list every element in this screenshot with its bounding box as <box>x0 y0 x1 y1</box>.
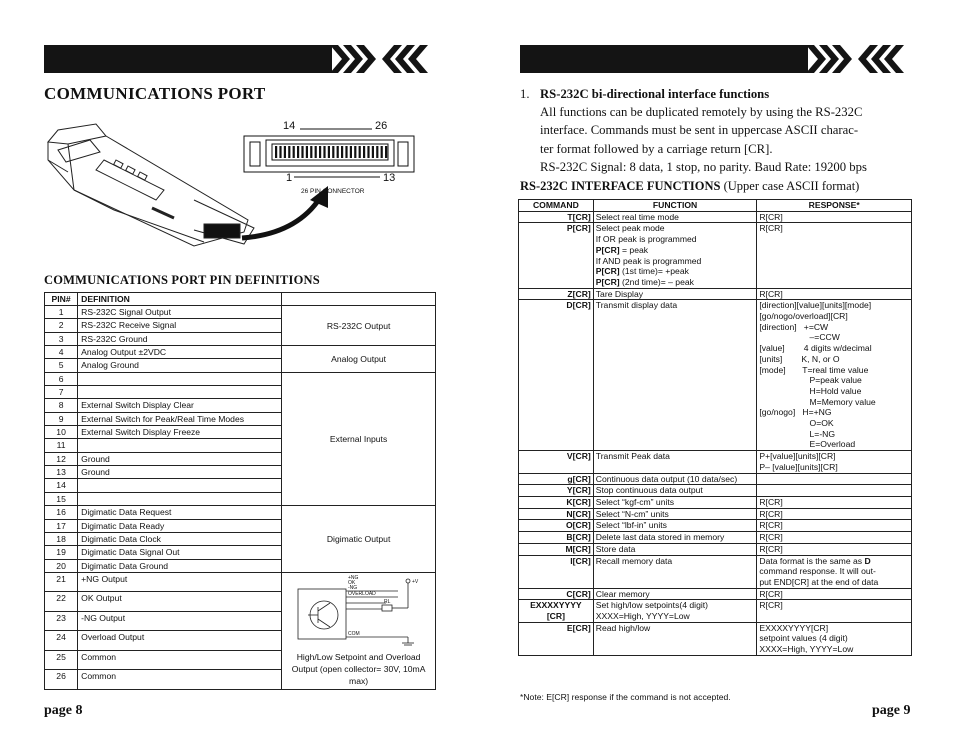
command-cell: I[CR] <box>519 555 594 588</box>
function-cell <box>593 532 757 544</box>
response-line: P– [value][units][CR] <box>759 461 838 472</box>
command-table-title-rest: (Upper case ASCII format) <box>723 179 860 193</box>
pin-definition: External Switch Display Clear <box>78 399 282 412</box>
connector-pin-mark <box>345 146 347 158</box>
connector-pin-mark <box>359 146 361 158</box>
pin-number: 17 <box>45 519 78 532</box>
pin-number: 3 <box>45 332 78 345</box>
response-cell <box>757 496 912 508</box>
table-row <box>519 508 912 520</box>
group-rs232c-output: RS-232C Output <box>282 306 436 346</box>
page-number-right: page 9 <box>872 703 911 718</box>
pin-number: 13 <box>45 466 78 479</box>
response-cell <box>757 223 912 288</box>
pin-number: 16 <box>45 506 78 519</box>
pin-number: 6 <box>45 372 78 385</box>
function-line: Read high/low <box>595 622 651 633</box>
connector-pin-mark <box>376 146 378 158</box>
pin-definition: External Switch for Peak/Real Time Modes <box>78 412 282 425</box>
command-cell: O[CR] <box>519 520 594 532</box>
command-cell: D[CR] <box>519 300 594 451</box>
function-line: Set high/low setpoints(4 digit) <box>595 600 709 611</box>
group-setpoint-output <box>282 572 436 689</box>
table-row <box>519 288 912 300</box>
function-line: P[CR] (1st time)= +peak <box>595 266 689 277</box>
table-row <box>519 496 912 508</box>
function-cell <box>593 508 757 520</box>
pin-definition: External Switch Display Freeze <box>78 426 282 439</box>
table-row <box>519 473 912 485</box>
page-number-left: page 8 <box>44 703 83 718</box>
command-cell: V[CR] <box>519 451 594 473</box>
function-line: Transmit display data <box>595 300 678 311</box>
connector-pin-mark <box>328 146 330 158</box>
table-row <box>519 211 912 223</box>
function-line: Transmit Peak data <box>595 451 670 462</box>
pin-definition: Analog Ground <box>78 359 282 372</box>
pin-number: 5 <box>45 359 78 372</box>
table-row <box>519 600 912 622</box>
function-line: Clear memory <box>595 588 650 599</box>
response-line: R[CR] <box>759 223 783 234</box>
response-line: R[CR] <box>759 288 783 299</box>
item-number: 1. <box>520 87 530 101</box>
response-line: L=-NG <box>759 428 836 439</box>
pin-number: 9 <box>45 412 78 425</box>
connector-pin-mark <box>301 146 303 158</box>
response-cell <box>757 588 912 600</box>
table-row <box>45 372 436 385</box>
command-table <box>518 199 912 656</box>
function-cell <box>593 520 757 532</box>
open-collector-circuit-diagram <box>290 575 428 647</box>
function-cell <box>593 223 757 288</box>
connector-pin-mark <box>315 146 317 158</box>
pin-header: PIN# <box>45 293 78 306</box>
connector-pin-mark <box>275 146 277 158</box>
function-cell <box>593 496 757 508</box>
response-line: –=CCW <box>759 332 840 343</box>
circuit-label: +V <box>411 578 418 585</box>
table-row <box>45 572 436 592</box>
function-line: Select real time mode <box>595 211 679 222</box>
arrow-icon <box>236 186 336 246</box>
response-line: R[CR] <box>759 543 783 554</box>
pin-number: 11 <box>45 439 78 452</box>
function-line: Recall memory data <box>595 555 673 566</box>
left-chevron-icon <box>330 40 438 78</box>
left-header-bar <box>44 45 332 73</box>
table-row <box>45 346 436 359</box>
pin-number: 7 <box>45 386 78 399</box>
pin-number: 14 <box>45 479 78 492</box>
pin-definition: Ground <box>78 452 282 465</box>
command-cell: N[CR] <box>519 508 594 520</box>
connector-pin-mark <box>350 146 352 158</box>
table-row <box>519 485 912 497</box>
connector-pin-mark <box>332 146 334 158</box>
connector-pin-mark <box>323 146 325 158</box>
pin-definition <box>78 372 282 385</box>
response-line: [direction] +=CW <box>759 321 829 332</box>
pin-number: 25 <box>45 650 78 670</box>
connector-pin-mark <box>279 146 281 158</box>
response-line: R[CR] <box>759 211 783 222</box>
response-line: [mode] T=real time value <box>759 364 869 375</box>
table-row <box>519 588 912 600</box>
connector-pin-mark <box>337 146 339 158</box>
connector-pin-mark <box>354 146 356 158</box>
footnote: *Note: E[CR] response if the command is not accepted. <box>520 692 731 702</box>
response-cell <box>757 508 912 520</box>
pin-definition <box>78 386 282 399</box>
pin-number: 21 <box>45 572 78 592</box>
function-line: Stop continuous data output <box>595 485 703 496</box>
function-cell <box>593 543 757 555</box>
function-cell <box>593 622 757 655</box>
pin-definition <box>78 479 282 492</box>
response-cell <box>757 300 912 451</box>
pin-number: 20 <box>45 559 78 572</box>
circuit-label: RL <box>383 598 390 605</box>
response-cell <box>757 622 912 655</box>
response-line: [go/nogo/overload][CR] <box>759 311 848 322</box>
pin-number: 22 <box>45 592 78 612</box>
function-cell <box>593 588 757 600</box>
pin-definition: Analog Output ±2VDC <box>78 346 282 359</box>
circuit-label: COM <box>347 630 360 637</box>
connector-pin-mark <box>288 146 290 158</box>
response-line: EXXXXYYYY[CR] <box>759 622 829 633</box>
response-line: E=Overload <box>759 439 856 450</box>
pin-number: 2 <box>45 319 78 332</box>
pin-definition-table <box>44 292 436 690</box>
function-header: FUNCTION <box>593 200 757 212</box>
command-cell: EXXXXYYYY [CR] <box>519 600 594 622</box>
pin-definition <box>78 439 282 452</box>
command-table-title-bold: RS-232C INTERFACE FUNCTIONS <box>520 179 721 193</box>
connector-pin-mark <box>310 146 312 158</box>
pin-definition: Digimatic Data Ground <box>78 559 282 572</box>
response-line: P=peak value <box>759 375 862 386</box>
function-line: Select “kgf-cm” units <box>595 496 675 507</box>
table-row <box>519 520 912 532</box>
pin-definition: Digimatic Data Signal Out <box>78 546 282 559</box>
command-cell: Y[CR] <box>519 485 594 497</box>
pin-definition: Digimatic Data Clock <box>78 532 282 545</box>
response-line: R[CR] <box>759 496 783 507</box>
pin-definition: RS-232C Ground <box>78 332 282 345</box>
response-line: [value] 4 digits w/decimal <box>759 343 872 354</box>
pin-number: 15 <box>45 492 78 505</box>
response-line: R[CR] <box>759 532 783 543</box>
command-cell: C[CR] <box>519 588 594 600</box>
response-cell <box>757 485 912 497</box>
response-line: XXXX=High, YYYY=Low <box>759 644 854 655</box>
response-line: Data format is the same as D <box>759 555 871 566</box>
function-line: XXXX=High, YYYY=Low <box>595 611 690 622</box>
pin-number: 19 <box>45 546 78 559</box>
function-cell <box>593 555 757 588</box>
table-row <box>45 306 436 319</box>
function-cell <box>593 485 757 497</box>
response-line: M=Memory value <box>759 396 876 407</box>
command-cell: E[CR] <box>519 622 594 655</box>
function-line: If OR peak is programmed <box>595 234 697 245</box>
function-cell <box>593 451 757 473</box>
table-row <box>519 622 912 655</box>
function-line: If AND peak is programmed <box>595 255 702 266</box>
page-title: COMMUNICATIONS PORT <box>44 84 266 103</box>
pin-definition: -NG Output <box>78 611 282 631</box>
function-line: P[CR] (2nd time)= – peak <box>595 276 694 287</box>
pin-definition: Digimatic Data Request <box>78 506 282 519</box>
connector-pin-mark <box>381 146 383 158</box>
function-line: Select “N-cm” units <box>595 508 669 519</box>
response-cell <box>757 451 912 473</box>
response-line: R[CR] <box>759 508 783 519</box>
response-cell <box>757 288 912 300</box>
circuit-label: OVERLOAD <box>347 590 376 597</box>
connector-pin-mark <box>372 146 374 158</box>
table-row <box>519 300 912 451</box>
pin-number: 4 <box>45 346 78 359</box>
function-line: P[CR] = peak <box>595 244 649 255</box>
function-cell <box>593 211 757 223</box>
pin-number: 8 <box>45 399 78 412</box>
function-line: Select “lbf-in” units <box>595 520 667 531</box>
circuit-label: -NG <box>347 584 357 591</box>
command-cell: K[CR] <box>519 496 594 508</box>
response-cell <box>757 532 912 544</box>
pin-definition <box>78 492 282 505</box>
response-cell <box>757 520 912 532</box>
table-row <box>519 543 912 555</box>
response-line: P+[value][units][CR] <box>759 451 836 462</box>
intro-line: ter format followed by a carriage return [CR]. <box>540 141 773 156</box>
connector-pin-1: 1 <box>286 172 293 184</box>
table-row <box>519 555 912 588</box>
interface-intro <box>520 85 920 176</box>
table-row <box>519 451 912 473</box>
response-line: R[CR] <box>759 588 783 599</box>
pin-number: 1 <box>45 306 78 319</box>
function-line: Continuous data output (10 data/sec) <box>595 473 738 484</box>
command-cell: P[CR] <box>519 223 594 288</box>
connector-pin-26: 26 <box>375 120 388 132</box>
function-line: Select peak mode <box>595 223 665 234</box>
table-row <box>519 223 912 288</box>
connector-pin-mark <box>293 146 295 158</box>
function-line: Delete last data stored in memory <box>595 532 725 543</box>
pin-definition: Common <box>78 650 282 670</box>
pin-number: 10 <box>45 426 78 439</box>
pin-definition: Ground <box>78 466 282 479</box>
command-cell: Z[CR] <box>519 288 594 300</box>
response-line: O=OK <box>759 418 834 429</box>
pin-definition: Overload Output <box>78 631 282 651</box>
pin-number: 24 <box>45 631 78 651</box>
response-line: command response. It will out- <box>759 566 876 577</box>
definition-header: DEFINITION <box>78 293 282 306</box>
function-cell <box>593 473 757 485</box>
circuit-label: +NG <box>347 574 359 581</box>
pin-definition: RS-232C Signal Output <box>78 306 282 319</box>
connector-pin-mark <box>367 146 369 158</box>
connector-pin-mark <box>297 146 299 158</box>
intro-line: interface. Commands must be sent in uppercase ASCII charac- <box>540 123 859 138</box>
pin-definition: Common <box>78 670 282 690</box>
function-line: Tare Display <box>595 288 644 299</box>
pin-number: 23 <box>45 611 78 631</box>
command-cell: B[CR] <box>519 532 594 544</box>
response-line: H=Hold value <box>759 385 862 396</box>
response-cell <box>757 543 912 555</box>
pin-definition: RS-232C Receive Signal <box>78 319 282 332</box>
response-line: R[CR] <box>759 600 783 611</box>
circuit-label: OK <box>347 579 355 586</box>
command-table-title <box>520 179 859 194</box>
response-cell <box>757 473 912 485</box>
pin-definition: Digimatic Data Ready <box>78 519 282 532</box>
command-header: COMMAND <box>519 200 594 212</box>
pin-number: 18 <box>45 532 78 545</box>
connector-pin-mark <box>363 146 365 158</box>
pin-number: 12 <box>45 452 78 465</box>
intro-line: All functions can be duplicated remotely by using the RS-232C <box>540 105 863 120</box>
command-cell: M[CR] <box>519 543 594 555</box>
connector-pin-mark <box>341 146 343 158</box>
response-line: [direction][value][units][mode] <box>759 300 872 311</box>
table-row <box>519 532 912 544</box>
response-line: R[CR] <box>759 520 783 531</box>
intro-line: RS-232C Signal: 8 data, 1 stop, no parity. Baud Rate: 19200 bps <box>540 159 867 174</box>
connector-pin-mark <box>306 146 308 158</box>
pin-definition: +NG Output <box>78 572 282 592</box>
response-cell <box>757 211 912 223</box>
connector-diagram <box>242 124 420 184</box>
connector-pin-14: 14 <box>283 120 296 132</box>
connector-pin-13: 13 <box>383 172 396 184</box>
item-heading: RS-232C bi-directional interface functions <box>540 87 770 101</box>
response-line: [go/nogo] H=+NG <box>759 407 832 418</box>
pin-number: 26 <box>45 670 78 690</box>
command-cell: T[CR] <box>519 211 594 223</box>
response-line: put END[CR] at the end of data <box>759 576 879 587</box>
response-cell <box>757 555 912 588</box>
group-digimatic-output: Digimatic Output <box>282 506 436 573</box>
connector-pin-mark <box>385 146 387 158</box>
command-cell: g[CR] <box>519 473 594 485</box>
connector-pin-mark <box>319 146 321 158</box>
function-cell <box>593 288 757 300</box>
right-header-bar <box>520 45 808 73</box>
group-external-inputs: External Inputs <box>282 372 436 505</box>
response-cell <box>757 600 912 622</box>
connector-caption: 26 PIN CONNECTOR <box>301 188 365 195</box>
pin-definition: OK Output <box>78 592 282 612</box>
function-cell <box>593 600 757 622</box>
function-cell <box>593 300 757 451</box>
setpoint-group-label: High/Low Setpoint and Overload Output (open collector= 30V, 10mA max) <box>291 651 426 686</box>
connector-pin-mark <box>284 146 286 158</box>
response-line: setpoint values (4 digit) <box>759 633 848 644</box>
right-chevron-icon <box>806 40 914 78</box>
response-header: RESPONSE* <box>757 200 912 212</box>
group-header <box>282 293 436 306</box>
table-row <box>45 506 436 519</box>
function-line: Store data <box>595 543 636 554</box>
response-line: [units] K, N, or O <box>759 353 840 364</box>
group-analog-output: Analog Output <box>282 346 436 373</box>
pin-table-title: COMMUNICATIONS PORT PIN DEFINITIONS <box>44 273 320 287</box>
